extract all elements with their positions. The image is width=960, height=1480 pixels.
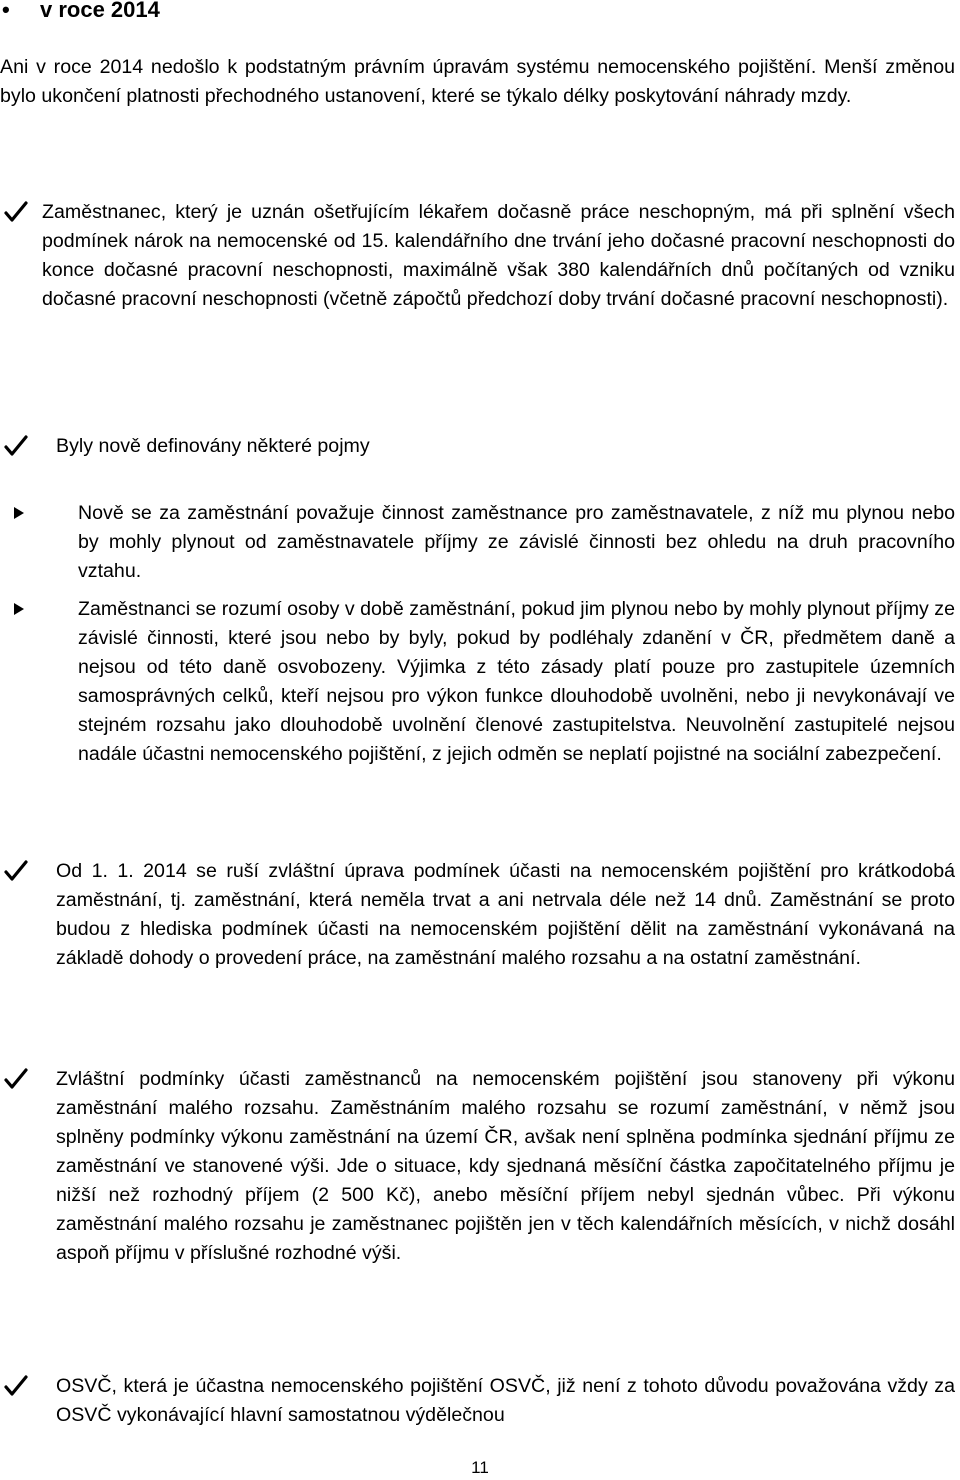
- list-item-text: Byly nově definovány některé pojmy: [56, 435, 370, 457]
- list-item-small-scope-employment: [56, 1065, 955, 1268]
- sub-list-item-employees: [78, 595, 955, 769]
- list-item-text: Zvláštní podmínky účasti zaměstnanců na nemocenském pojištění jsou stanoveny při výkonu zaměstnání malého rozsahu. Zaměstnáním malého rozsahu se rozumí zaměstnání, v němž jsou splněny podmínky výkonu zaměstnání na území ČR, avšak není splněna podmínka sjednání příjmu ze zaměstnání ve stanovené výši. Jde o situace, kdy sjednaná měsíční částka započitatelného příjmu je nižší než rozhodný příjem (2 500 Kč), anebo měsíční příjem nebyl sjednán vůbec. Při výkonu zaměstnání malého rozsahu je zaměstnanec pojištěn jen v těch kalendářních měsících, v nichž dosáhl aspoň příjmu v příslušné rozhodné výši.: [56, 1068, 955, 1264]
- heading-text: v roce 2014: [40, 0, 160, 22]
- list-item-osvc: [56, 1372, 955, 1430]
- sub-list-item-text: Zaměstnanci se rozumí osoby v době zaměstnání, pokud jim plynou nebo by mohly plynout příjmy ze závislé činnosti, které jsou nebo by byly, pokud by podléhaly zdanění v ČR, předmětem daně a nejsou od této daně osvobozeny. Výjimka z této zásady platí pouze pro zastupitele územních samosprávných celků, kteří nejsou pro výkon funkce dlouhodobě uvolněni, nebo ji nevykonávají ve stejném rozsahu jako dlouhodobě uvolnění členové zastupitelstva. Neuvolnění zastupitelé nejsou nadále účastni nemocenského pojištění, z jejich odměn se neplatí pojistné na sociální zabezpečení.: [78, 598, 955, 765]
- bullet-icon: •: [2, 0, 10, 22]
- check-icon: [4, 859, 28, 883]
- list-item-sick-leave: [42, 198, 955, 314]
- arrow-right-icon: [14, 603, 24, 615]
- check-icon: [4, 434, 28, 458]
- list-item-text: Zaměstnanec, který je uznán ošetřujícím lékařem dočasně práce neschopným, má při splnění všech podmínek nárok na nemocenské od 15. kalendářního dne trvání jeho dočasné pracovní neschopnosti do konce dočasné pracovní neschopnosti, maximálně však 380 kalendářních dnů počítaných od vzniku dočasné pracovní neschopnosti (včetně zápočtů předchozí doby trvání dočasné pracovní neschopnosti).: [42, 201, 955, 310]
- sub-list-item-employment: [78, 499, 955, 586]
- list-item-text: Od 1. 1. 2014 se ruší zvláštní úprava podmínek účasti na nemocenském pojištění pro krátkodobá zaměstnání, tj. zaměstnání, která neměla trvat a ani netrvala déle než 14 dnů. Zaměstnání se proto budou z hlediska podmínek účasti na nemocenském pojištění dělit na zaměstnání vykonávaná na základě dohody o provedení práce, na zaměstnání malého rozsahu a na ostatní zaměstnání.: [56, 860, 955, 969]
- list-item-short-term-employment: [56, 857, 955, 973]
- arrow-right-icon: [14, 507, 24, 519]
- list-item-text: OSVČ, která je účastna nemocenského pojištění OSVČ, již není z tohoto důvodu považována vždy za OSVČ vykonávající hlavní samostatnou výdělečnou: [56, 1375, 955, 1426]
- check-icon: [4, 1067, 28, 1091]
- section-heading: [0, 0, 160, 24]
- list-item-definitions: [56, 432, 955, 461]
- intro-paragraph: Ani v roce 2014 nedošlo k podstatným právním úpravám systému nemocenského pojištění. Menší změnou bylo ukončení platnosti přechodného ustanovení, které se týkalo délky poskytování náhrady mzdy.: [0, 56, 955, 107]
- sub-list-item-text: Nově se za zaměstnání považuje činnost zaměstnance pro zaměstnavatele, z níž mu plynou nebo by mohly plynout od zaměstnavatele příjmy ze závislé činnosti bez ohledu na druh pracovního vztahu.: [78, 502, 955, 582]
- check-icon: [4, 1374, 28, 1398]
- page-number: 11: [471, 1458, 489, 1477]
- check-icon: [4, 200, 28, 224]
